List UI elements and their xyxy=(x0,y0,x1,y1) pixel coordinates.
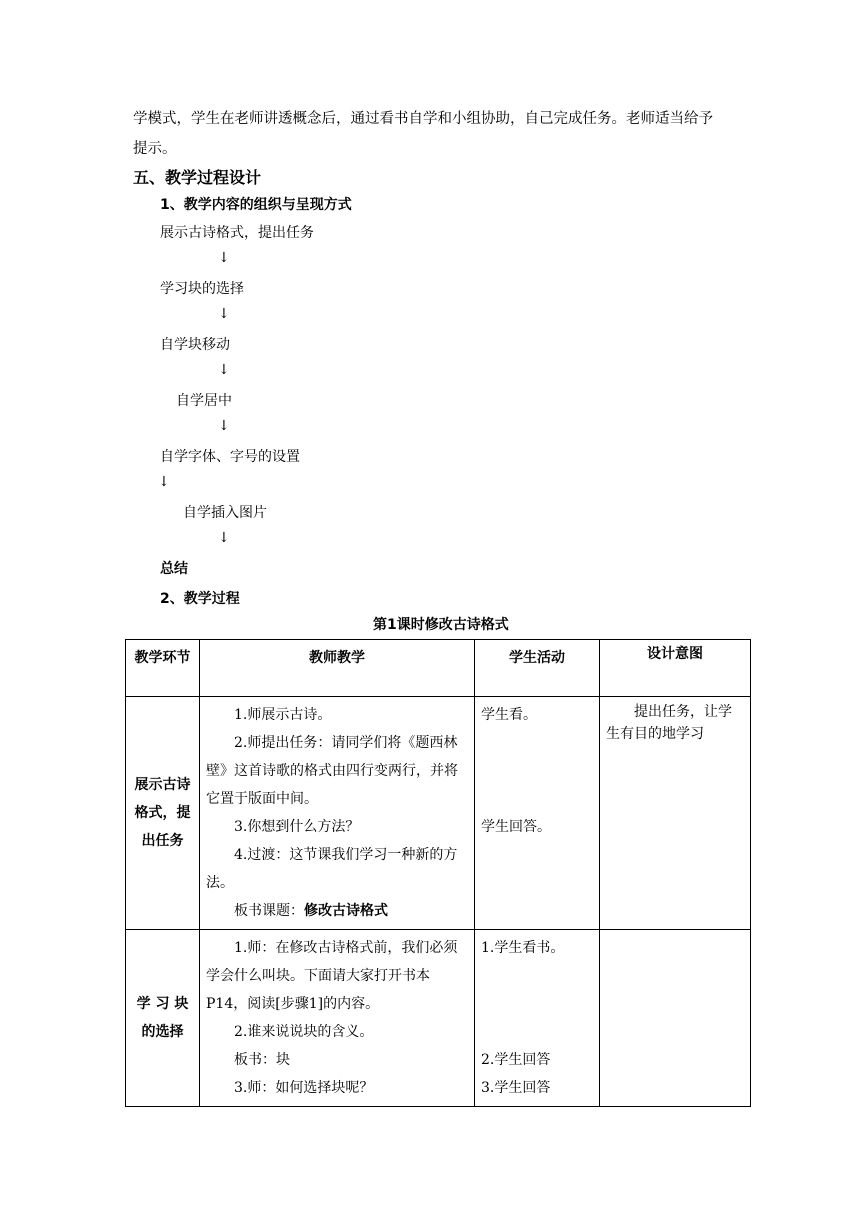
intent-text: 提出任务，让学生有目的地学习 xyxy=(606,704,732,742)
table-title: 第1课时修改古诗格式 xyxy=(373,617,509,633)
flow-step-3: 自学块移动 xyxy=(160,337,230,353)
board-prefix: 板书课题： xyxy=(234,903,304,919)
stage-cell: 学 习 块的选择 xyxy=(126,930,200,1107)
flow-step-4: 自学居中 xyxy=(176,393,232,409)
student-cell xyxy=(475,697,600,930)
student-line: 1.学生看书。 xyxy=(481,940,565,956)
teacher-line: 1.师：在修改古诗格式前，我们必须学会什么叫块。下面请大家打开书本P14，阅读[步骤1]的内容。 xyxy=(206,940,458,1012)
down-arrow-icon: ↓ xyxy=(218,250,230,266)
intro-line-1: 学模式，学生在老师讲透概念后，通过看书自学和小组协助，自己完成任务。老师适当给予 xyxy=(133,111,713,127)
lesson-table xyxy=(125,639,751,1107)
flow-step-6: 自学插入图片 xyxy=(183,505,267,521)
table-row xyxy=(126,930,751,1107)
section-heading: 五、教学过程设计 xyxy=(133,168,262,187)
flow-step-1: 展示古诗格式，提出任务 xyxy=(160,225,314,241)
table-header-row xyxy=(126,640,751,697)
teacher-line: 2.师提出任务：请同学们将《题西林壁》这首诗歌的格式由四行变两行，并将它置于版面中间。 xyxy=(206,735,458,807)
student-cell xyxy=(475,930,600,1107)
teacher-line: 3.师：如何选择块呢？ xyxy=(234,1080,374,1096)
intent-cell xyxy=(600,697,751,930)
teacher-line: 2.谁来说说块的含义。 xyxy=(234,1024,374,1040)
teacher-cell xyxy=(200,697,475,930)
board-title: 修改古诗格式 xyxy=(304,903,388,919)
subsection-1-heading: 1、教学内容的组织与呈现方式 xyxy=(160,197,352,213)
flow-step-7: 总结 xyxy=(160,561,188,577)
teacher-cell xyxy=(200,930,475,1107)
header-intent: 设计意图 xyxy=(600,640,751,697)
student-line: 3.学生回答 xyxy=(481,1080,551,1096)
student-line: 学生回答。 xyxy=(481,819,551,835)
teacher-line: 1.师展示古诗。 xyxy=(234,707,332,723)
down-arrow-icon: ↓ xyxy=(218,530,230,546)
down-arrow-icon: ↓ xyxy=(218,306,230,322)
table-row xyxy=(126,697,751,930)
header-student: 学生活动 xyxy=(475,640,600,697)
teacher-line: 4.过渡：这节课我们学习一种新的方法。 xyxy=(206,847,458,891)
stage-cell: 展示古诗格式，提出任务 xyxy=(126,697,200,930)
down-arrow-icon: ↓ xyxy=(158,474,170,490)
student-line: 2.学生回答 xyxy=(481,1052,551,1068)
down-arrow-icon: ↓ xyxy=(218,418,230,434)
board-line xyxy=(206,897,468,925)
intent-cell xyxy=(600,930,751,1107)
teacher-line: 板书：块 xyxy=(234,1052,290,1068)
student-line: 学生看。 xyxy=(481,707,537,723)
flow-step-5: 自学字体、字号的设置 xyxy=(160,449,300,465)
flow-step-2: 学习块的选择 xyxy=(160,281,244,297)
teacher-line: 3.你想到什么方法？ xyxy=(234,819,360,835)
header-stage: 教学环节 xyxy=(126,640,200,697)
header-teacher: 教师教学 xyxy=(200,640,475,697)
down-arrow-icon: ↓ xyxy=(218,362,230,378)
subsection-2-heading: 2、教学过程 xyxy=(160,591,240,607)
intro-line-2: 提示。 xyxy=(133,141,177,157)
